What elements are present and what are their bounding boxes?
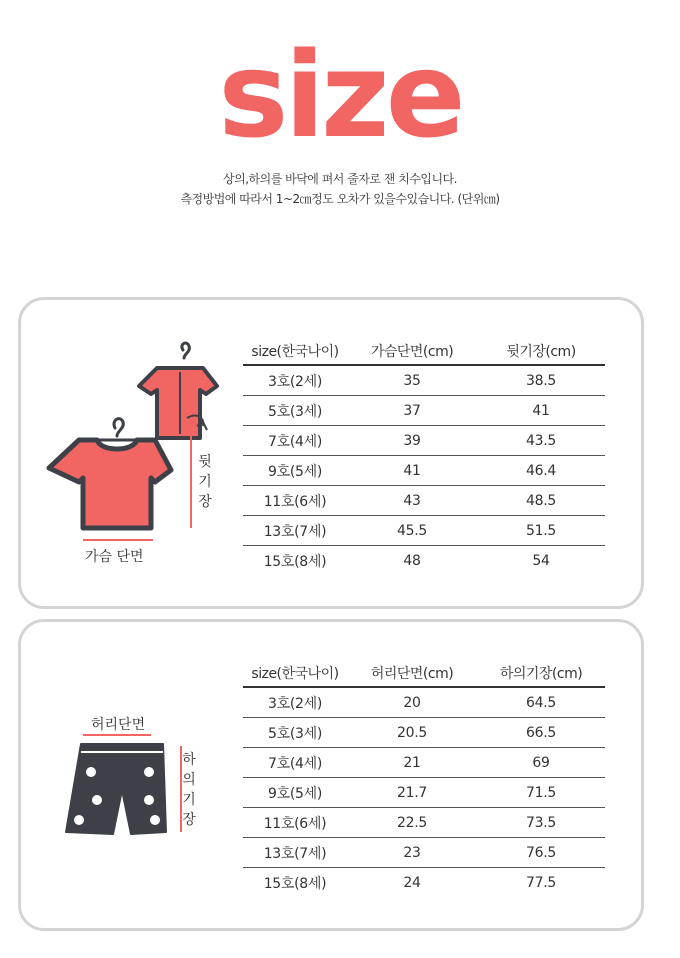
table-cell: 69: [477, 748, 605, 778]
table-cell: 3호(2세): [243, 365, 347, 396]
table-cell: 43: [347, 486, 477, 516]
table-cell: 71.5: [477, 778, 605, 808]
table-cell: 20: [347, 687, 477, 718]
top-size-panel: [18, 297, 644, 609]
table-cell: 20.5: [347, 718, 477, 748]
table-cell: 45.5: [347, 516, 477, 546]
table-cell: 13호(7세): [243, 838, 347, 868]
table-row: [243, 516, 605, 546]
size-title: size: [218, 26, 462, 164]
table-header-row: [243, 337, 605, 365]
pants-length-label: 하 의 기 장: [182, 752, 196, 828]
table-cell: 9호(5세): [243, 778, 347, 808]
table-cell: 38.5: [477, 365, 605, 396]
column-header: 가슴단면(cm): [347, 337, 477, 365]
table-cell: 43.5: [477, 426, 605, 456]
tshirt-icon: [49, 419, 171, 528]
table-row: [243, 426, 605, 456]
table-cell: 66.5: [477, 718, 605, 748]
table-header-row: [243, 659, 605, 687]
chest-width-label: 가슴 단면: [85, 549, 144, 565]
table-cell: 21.7: [347, 778, 477, 808]
table-row: [243, 687, 605, 718]
table-cell: 21: [347, 748, 477, 778]
table-cell: 48.5: [477, 486, 605, 516]
small-tshirt-icon: [139, 343, 217, 438]
column-header: 뒷기장(cm): [477, 337, 605, 365]
description-line-1: 상의,하의를 바닥에 펴서 줄자로 잰 치수입니다.: [223, 172, 457, 186]
table-cell: 41: [347, 456, 477, 486]
table-row: [243, 778, 605, 808]
table-cell: 7호(4세): [243, 426, 347, 456]
bottom-size-table: [243, 659, 605, 897]
table-cell: 11호(6세): [243, 486, 347, 516]
table-cell: 48: [403, 552, 421, 569]
table-cell: 7호(4세): [243, 748, 347, 778]
table-cell: 77.5: [526, 874, 556, 891]
top-size-table: [243, 337, 605, 575]
description-line-2: 측정방법에 따라서 1~2㎝정도 오차가 있을수있습니다. (단위㎝): [180, 192, 500, 206]
table-cell: 5호(3세): [243, 396, 347, 426]
back-length-label: 뒷 기 장: [198, 454, 212, 510]
table-row: [243, 546, 605, 576]
table-row: [243, 748, 605, 778]
bottom-size-panel: [18, 619, 644, 931]
table-cell: 22.5: [347, 808, 477, 838]
table-cell: 24: [403, 874, 421, 891]
table-cell: 37: [347, 396, 477, 426]
table-cell: 64.5: [477, 687, 605, 718]
pants-icon: [66, 744, 166, 834]
table-cell: 15호(8세): [263, 875, 327, 892]
table-row: [243, 718, 605, 748]
table-cell: 54: [532, 552, 550, 569]
column-header: 허리단면(cm): [347, 659, 477, 687]
pants-illustration: [21, 622, 241, 922]
table-row: [243, 486, 605, 516]
table-cell: 11호(6세): [243, 808, 347, 838]
table-row: [243, 396, 605, 426]
table-cell: 46.4: [477, 456, 605, 486]
table-row: [243, 838, 605, 868]
table-row: [243, 456, 605, 486]
table-cell: 13호(7세): [243, 516, 347, 546]
table-row: [243, 808, 605, 838]
table-cell: 51.5: [477, 516, 605, 546]
table-cell: 39: [347, 426, 477, 456]
table-cell: 3호(2세): [243, 687, 347, 718]
table-cell: 73.5: [477, 808, 605, 838]
table-row: [243, 868, 605, 898]
table-cell: 35: [347, 365, 477, 396]
table-cell: 15호(8세): [263, 553, 327, 570]
column-header: size(한국나이): [243, 337, 347, 365]
column-header: size(한국나이): [243, 659, 347, 687]
table-cell: 5호(3세): [243, 718, 347, 748]
table-cell: 23: [347, 838, 477, 868]
waist-width-label: 허리단면: [91, 717, 146, 733]
column-header: 하의기장(cm): [477, 659, 605, 687]
table-cell: 76.5: [477, 838, 605, 868]
table-cell: 41: [477, 396, 605, 426]
table-cell: 9호(5세): [243, 456, 347, 486]
table-row: [243, 365, 605, 396]
